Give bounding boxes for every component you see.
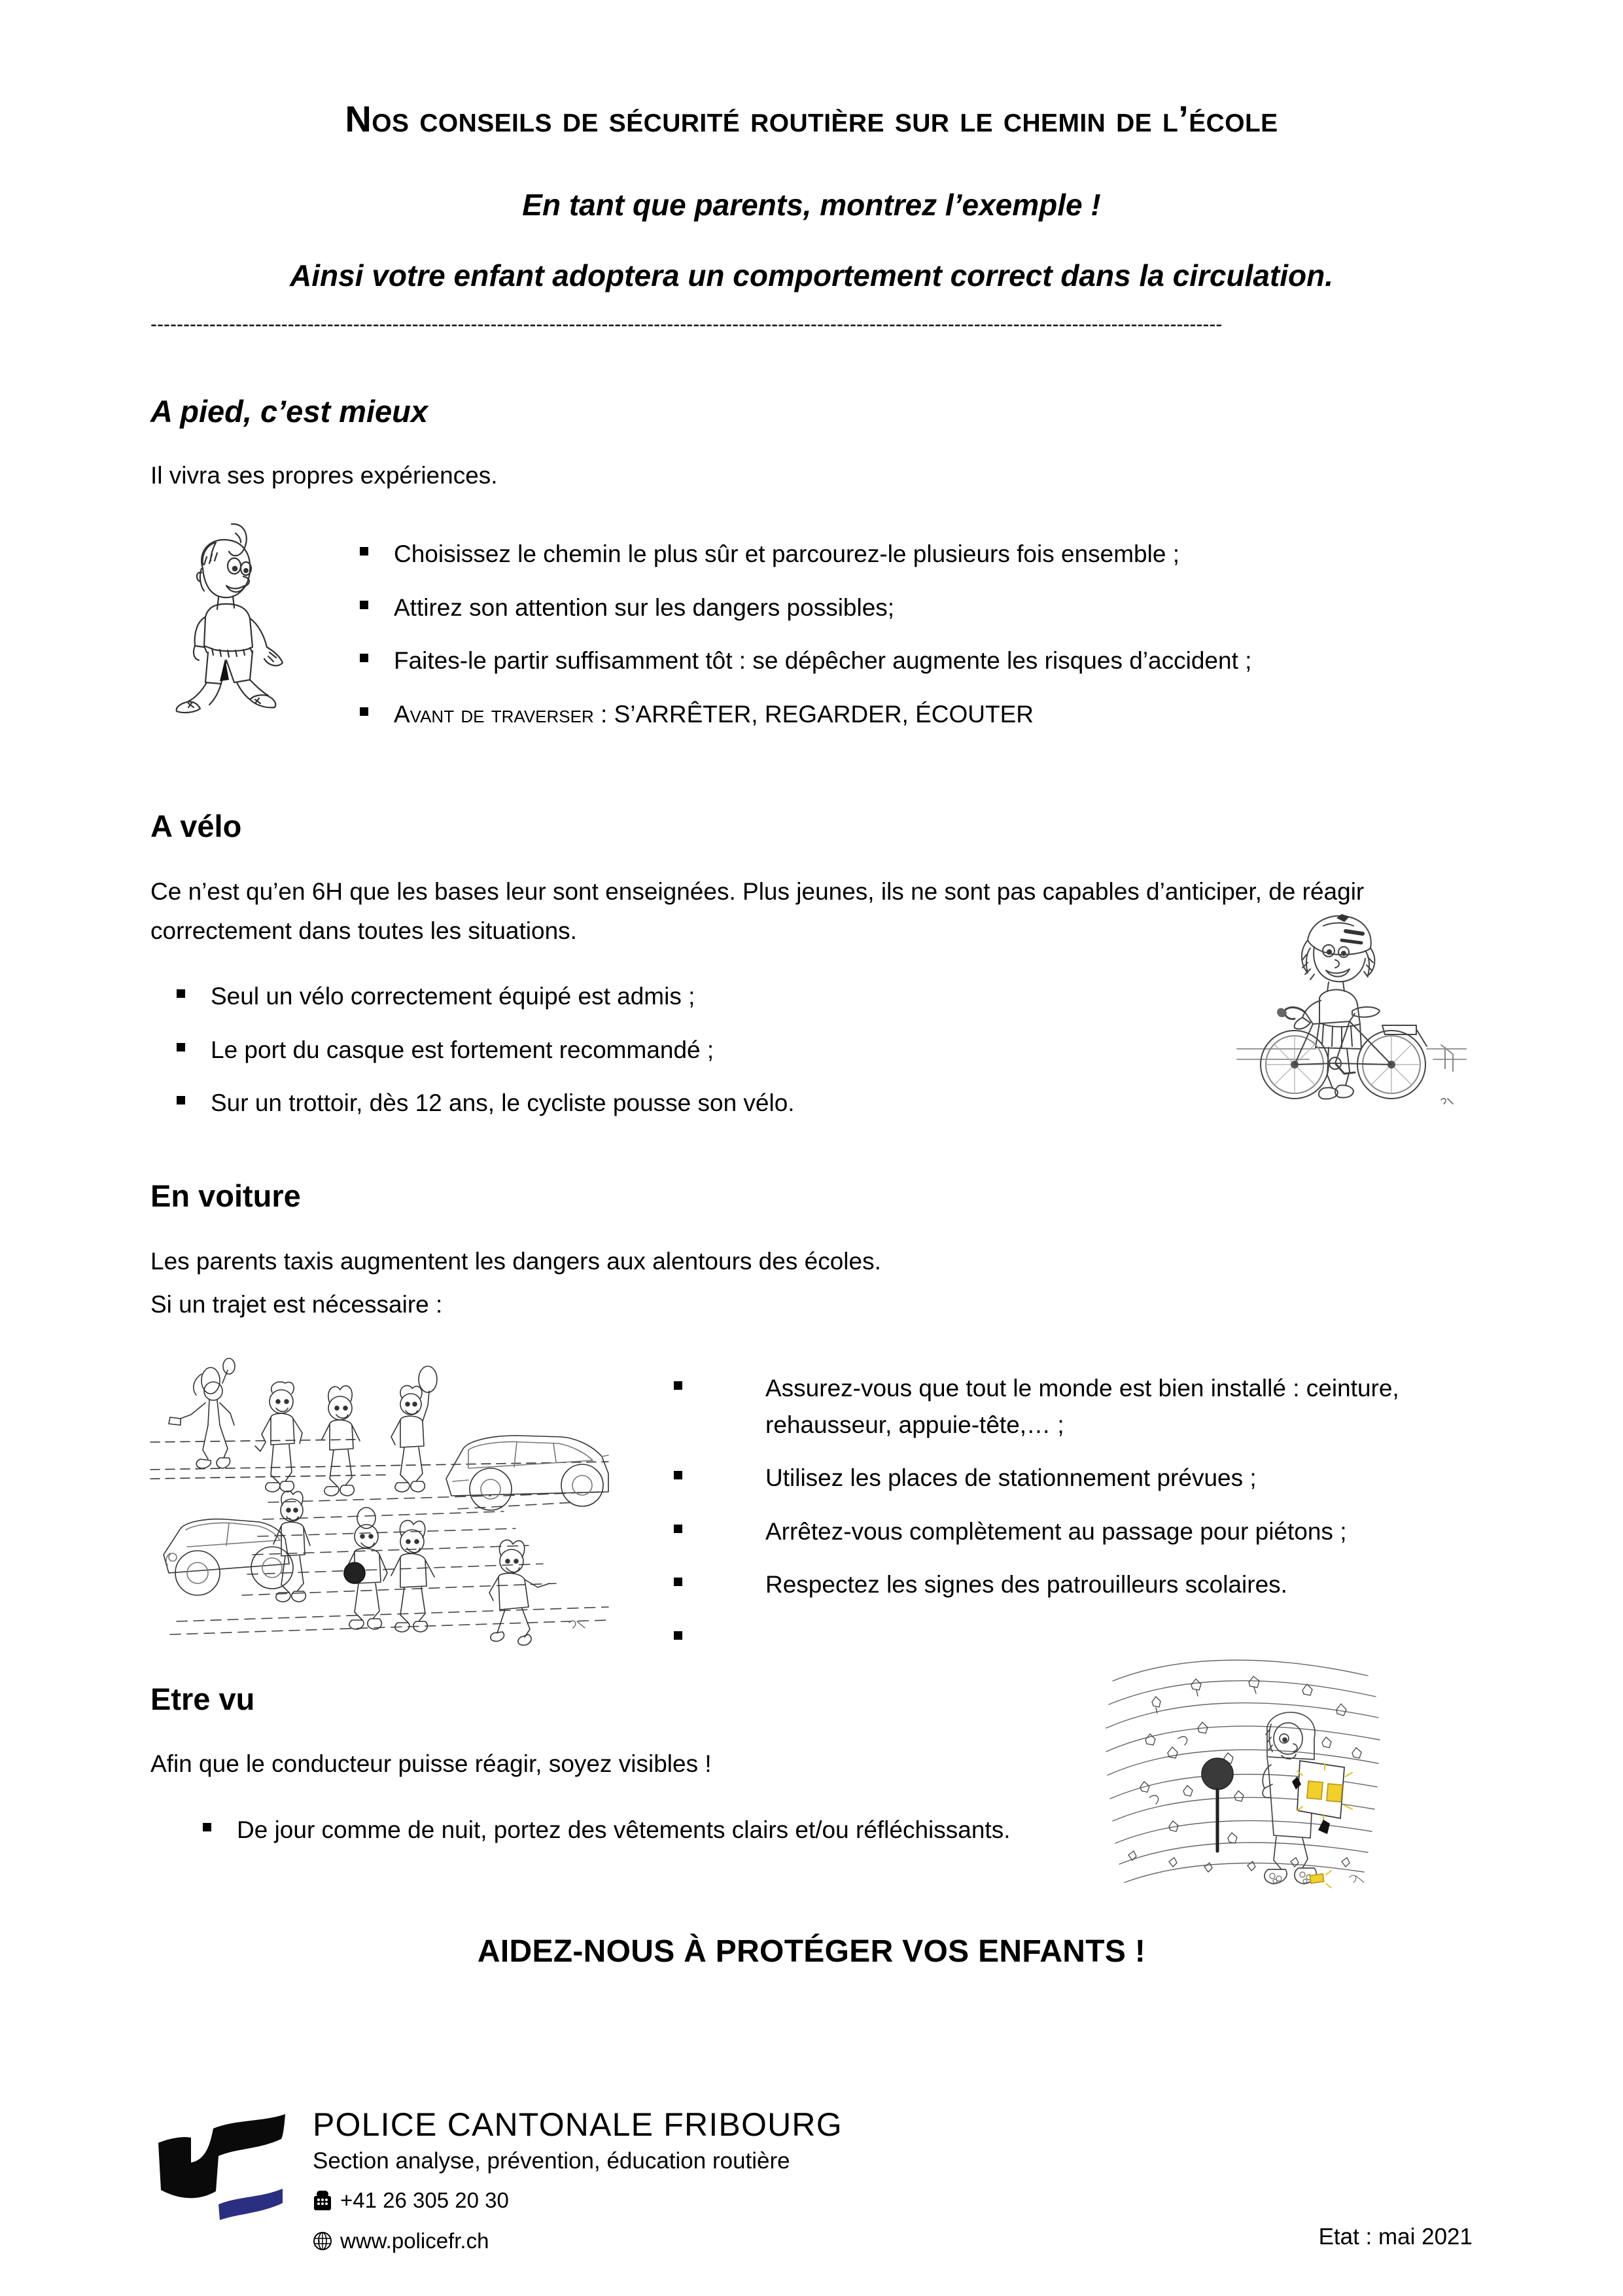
list-item-label: Choisissez le chemin le plus sûr et parcourez-le plusieurs fois ensemble ;	[394, 540, 1179, 568]
a-velo-intro: Ce n’est qu’en 6H que les bases leur sont enseignées. Plus jeunes, ils ne sont pas capables d’anticiper, de réagir correctement dans toutes les situations.	[150, 878, 1365, 945]
list-item	[360, 590, 1473, 626]
list-item-label: Assurez-vous que tout le monde est bien installé : ceinture, rehausseur, appuie-tête,… ;	[765, 1375, 1399, 1438]
section-title-a-velo: A vélo	[150, 809, 242, 844]
list-item	[360, 643, 1473, 679]
bullet-marker	[674, 1525, 682, 1533]
etre-vu-intro: Afin que le conducteur puisse réagir, soyez visibles !	[150, 1750, 712, 1777]
section-etre-vu	[150, 1681, 1473, 1848]
section-title-etre-vu: Etre vu	[150, 1682, 255, 1717]
list-item	[360, 696, 1473, 733]
list-item-label: Arrêtez-vous complètement au passage pour piétons ;	[765, 1517, 1347, 1545]
list-item-label: Attirez son attention sur les dangers possibles;	[394, 593, 895, 621]
list-item-label: Faites-le partir suffisamment tôt : se dépêcher augmente les risques d’accident ;	[394, 647, 1252, 675]
list-item-label: Respectez les signes des patrouilleurs scolaires.	[765, 1571, 1287, 1598]
list-item-label: Le port du casque est fortement recommandé ;	[211, 1036, 714, 1063]
bullet-marker	[674, 1471, 682, 1479]
bullet-marker	[674, 1381, 682, 1390]
section-en-voiture	[150, 1178, 1473, 1642]
document-state: Etat : mai 2021	[1318, 2224, 1473, 2250]
bullet-marker	[177, 1096, 185, 1104]
section-title-en-voiture: En voiture	[150, 1178, 301, 1213]
organization-name: POLICE CANTONALE FRIBOURG	[313, 2106, 843, 2144]
bullet-marker	[674, 1578, 682, 1586]
section-title-a-pied: A pied, c’est mieux	[150, 393, 428, 429]
a-pied-intro: Il vivra ses propres expériences.	[150, 462, 498, 489]
walking-child-illustration	[150, 518, 334, 717]
subtitle-line-2: Ainsi votre enfant adoptera un comportement correct dans la circulation.	[290, 258, 1333, 292]
a-velo-bullet-list	[150, 978, 1237, 1139]
call-to-action: AIDEZ-NOUS À PROTÉGER VOS ENFANTS !	[477, 1934, 1146, 1969]
globe-icon	[313, 2231, 332, 2251]
website-line	[313, 2225, 843, 2257]
list-item	[177, 978, 1237, 1015]
list-item-label: Utilisez les places de stationnement prévues ;	[765, 1464, 1257, 1492]
en-voiture-bullet-list	[635, 1357, 1473, 1620]
list-item	[177, 1032, 1237, 1069]
cyclist-girl-illustration	[1237, 900, 1473, 1119]
en-voiture-intro-1: Les parents taxis augmentent les dangers aux alentours des écoles.	[150, 1248, 881, 1275]
list-item	[674, 1513, 1473, 1550]
list-item	[360, 536, 1473, 573]
list-item	[674, 1566, 1473, 1603]
phone-number: +41 26 305 20 30	[340, 2188, 509, 2213]
header-divider: --------------------------------------------------------------------------------------------------------------------------------------------------------------------	[150, 313, 1223, 335]
bullet-marker	[360, 654, 368, 662]
a-pied-bullet-list	[334, 518, 1473, 749]
bullet-marker	[674, 1631, 682, 1640]
phone-line	[313, 2185, 843, 2216]
bullet-marker	[360, 547, 368, 556]
list-item-label: Sur un trottoir, dès 12 ans, le cycliste pousse son vélo.	[211, 1089, 795, 1117]
list-item	[203, 1812, 1249, 1848]
en-voiture-intro-2: Si un trajet est nécessaire :	[150, 1291, 443, 1318]
bullet-marker	[360, 707, 368, 716]
list-item-label: Seul un vélo correctement équipé est admis ;	[211, 983, 695, 1010]
list-item	[177, 1085, 1237, 1122]
subtitle-line-1: En tant que parents, montrez l’exemple !	[522, 188, 1101, 222]
telephone-icon	[313, 2189, 332, 2212]
department-name: Section analyse, prévention, éducation routière	[313, 2147, 790, 2174]
bullet-marker	[177, 1043, 185, 1051]
page-title: Nos conseils de sécurité routière sur le chemin de l’école	[345, 98, 1278, 139]
list-item-label: Avant de traverser : S’ARRÊTER, REGARDER, ÉCOUTER	[394, 700, 1034, 728]
list-item	[674, 1370, 1473, 1443]
crosswalk-scene-illustration	[150, 1357, 635, 1642]
footer	[150, 2092, 1473, 2257]
windy-night-child-illustration	[1106, 1642, 1381, 1890]
fribourg-flag-logo	[150, 2092, 301, 2236]
list-item	[674, 1460, 1473, 1496]
section-a-velo	[150, 808, 1473, 1139]
bullet-marker	[177, 989, 185, 998]
etre-vu-bullet-list	[150, 1812, 1249, 1848]
website-url: www.policefr.ch	[340, 2229, 489, 2253]
section-a-pied	[150, 393, 1473, 749]
list-item-label: De jour comme de nuit, portez des vêtements clairs et/ou réfléchissants.	[237, 1816, 1011, 1844]
bullet-marker	[203, 1823, 211, 1831]
bullet-marker	[360, 601, 368, 609]
